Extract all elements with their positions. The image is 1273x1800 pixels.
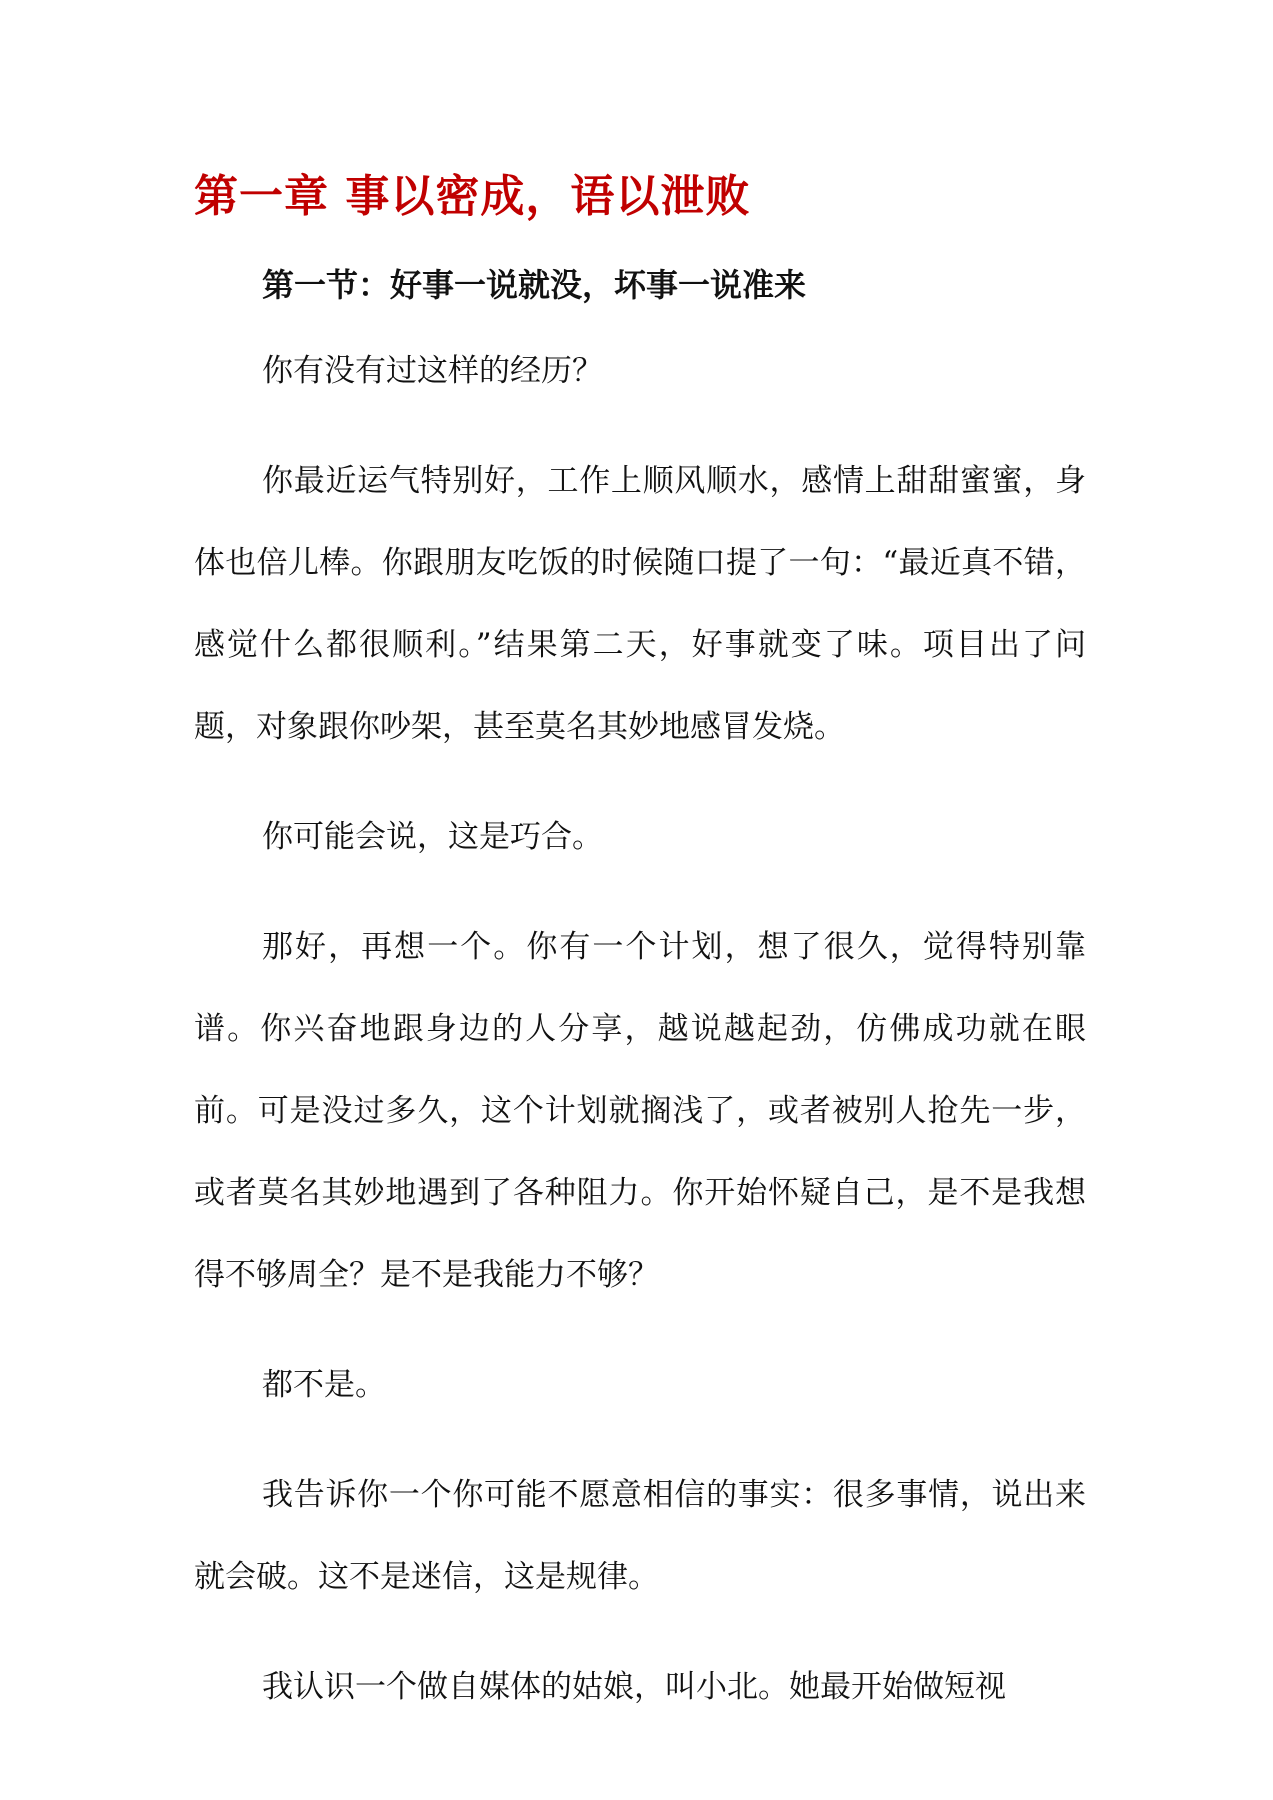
paragraph: 你可能会说，这是巧合。 (262, 819, 603, 855)
paragraph: 我认识一个做自媒体的姑娘，叫小北。她最开始做短视 (262, 1669, 1006, 1705)
paragraph: 你最近运气特别好，工作上顺风顺水，感情上甜甜蜜蜜，身体也倍儿棒。你跟朋友吃饭的时候随口提了一句：“最近真不错，感觉什么都很顺利。”结果第二天，好事就变了味。项目出了问题，对象跟你吵架，甚至莫名其妙地感冒发烧。 (194, 463, 1086, 745)
section-title: 第一节：好事一说就没，坏事一说准来 (262, 266, 807, 304)
paragraph: 你有没有过这样的经历？ (262, 353, 603, 389)
page-content (194, 160, 1086, 1728)
paragraph: 那好，再想一个。你有一个计划，想了很久，觉得特别靠谱。你兴奋地跟身边的人分享，越说越起劲，仿佛成功就在眼前。可是没过多久，这个计划就搁浅了，或者被别人抢先一步，或者莫名其妙地遇到了各种阻力。你开始怀疑自己，是不是我想得不够周全？是不是我能力不够？ (194, 929, 1086, 1293)
paragraph: 都不是。 (262, 1367, 386, 1403)
chapter-title: 第一章 事以密成，语以泄败 (194, 171, 751, 222)
paragraph: 我告诉你一个你可能不愿意相信的事实：很多事情，说出来就会破。这不是迷信，这是规律。 (194, 1477, 1086, 1595)
